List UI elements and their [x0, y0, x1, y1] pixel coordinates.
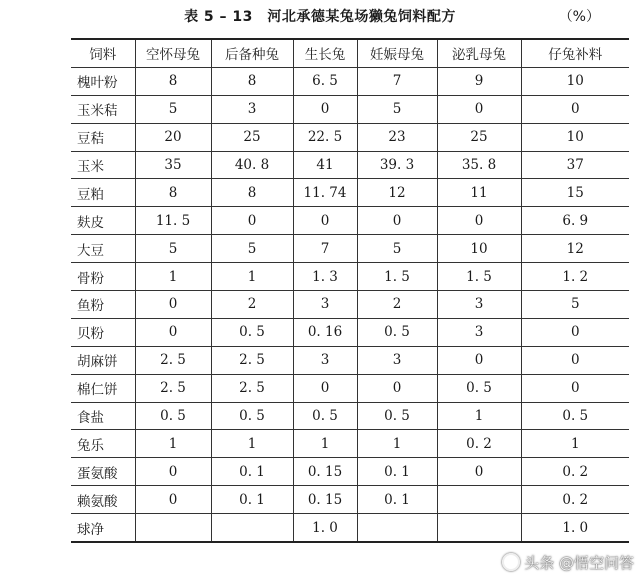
- feed-formula-table: [71, 38, 629, 543]
- value-cell: [437, 486, 521, 514]
- value-cell: 40. 8: [211, 151, 293, 179]
- value-cell: 0: [437, 95, 521, 123]
- feed-name-cell: 球净: [71, 514, 135, 542]
- value-cell: 0: [521, 346, 629, 374]
- value-cell: 20: [135, 123, 211, 151]
- value-cell: [211, 514, 293, 542]
- table-row: [71, 179, 629, 207]
- table-row: [71, 346, 629, 374]
- value-cell: 39. 3: [357, 151, 437, 179]
- table-title: 表 5 – 13 河北承德某兔场獭兔饲料配方: [184, 9, 456, 25]
- value-cell: 0: [293, 207, 357, 235]
- toutiao-logo-icon: [502, 553, 520, 571]
- value-cell: 0: [437, 346, 521, 374]
- value-cell: 10: [521, 123, 629, 151]
- feed-name-cell: 麸皮: [71, 207, 135, 235]
- value-cell: 0. 1: [357, 486, 437, 514]
- value-cell: 23: [357, 123, 437, 151]
- value-cell: 0. 5: [211, 318, 293, 346]
- value-cell: 1: [211, 263, 293, 291]
- value-cell: 8: [211, 179, 293, 207]
- value-cell: 35. 8: [437, 151, 521, 179]
- table-row: [71, 291, 629, 319]
- value-cell: 0. 15: [293, 458, 357, 486]
- column-header: 空怀母兔: [135, 39, 211, 67]
- value-cell: 0. 5: [211, 402, 293, 430]
- value-cell: 0: [357, 207, 437, 235]
- value-cell: 3: [293, 291, 357, 319]
- value-cell: 5: [357, 95, 437, 123]
- table-row: [71, 430, 629, 458]
- value-cell: 5: [521, 291, 629, 319]
- value-cell: 0. 5: [521, 402, 629, 430]
- feed-name-cell: 赖氨酸: [71, 486, 135, 514]
- feed-name-cell: 玉米秸: [71, 95, 135, 123]
- value-cell: 25: [437, 123, 521, 151]
- table-body: [71, 67, 629, 542]
- value-cell: 5: [211, 235, 293, 263]
- value-cell: 0: [357, 374, 437, 402]
- value-cell: 0: [135, 458, 211, 486]
- value-cell: 0: [293, 95, 357, 123]
- table-row: [71, 374, 629, 402]
- value-cell: 11: [437, 179, 521, 207]
- value-cell: 2. 5: [135, 374, 211, 402]
- value-cell: 10: [521, 67, 629, 95]
- value-cell: 0. 2: [437, 430, 521, 458]
- value-cell: 8: [135, 179, 211, 207]
- value-cell: [357, 514, 437, 542]
- value-cell: 10: [437, 235, 521, 263]
- value-cell: 8: [211, 67, 293, 95]
- value-cell: 3: [437, 318, 521, 346]
- value-cell: 3: [437, 291, 521, 319]
- table-row: [71, 514, 629, 542]
- value-cell: 0. 1: [211, 486, 293, 514]
- value-cell: 11. 5: [135, 207, 211, 235]
- value-cell: 6. 5: [293, 67, 357, 95]
- value-cell: 7: [293, 235, 357, 263]
- value-cell: 0. 5: [437, 374, 521, 402]
- table-row: [71, 95, 629, 123]
- value-cell: 35: [135, 151, 211, 179]
- value-cell: 12: [357, 179, 437, 207]
- value-cell: 1. 5: [357, 263, 437, 291]
- value-cell: 1. 2: [521, 263, 629, 291]
- value-cell: 0: [293, 374, 357, 402]
- table-row: [71, 263, 629, 291]
- value-cell: 2. 5: [211, 346, 293, 374]
- table-row: [71, 151, 629, 179]
- value-cell: 0: [521, 318, 629, 346]
- table-caption: [0, 6, 640, 28]
- value-cell: 0. 15: [293, 486, 357, 514]
- value-cell: 2: [211, 291, 293, 319]
- table-row: [71, 318, 629, 346]
- value-cell: 9: [437, 67, 521, 95]
- feed-name-cell: 蛋氨酸: [71, 458, 135, 486]
- value-cell: 22. 5: [293, 123, 357, 151]
- value-cell: 0. 2: [521, 458, 629, 486]
- value-cell: 0: [135, 291, 211, 319]
- value-cell: 0. 1: [357, 458, 437, 486]
- feed-name-cell: 豆粕: [71, 179, 135, 207]
- value-cell: 25: [211, 123, 293, 151]
- value-cell: 1: [437, 402, 521, 430]
- feed-name-cell: 豆秸: [71, 123, 135, 151]
- table-row: [71, 458, 629, 486]
- value-cell: 3: [211, 95, 293, 123]
- value-cell: 5: [135, 95, 211, 123]
- value-cell: 0. 5: [293, 402, 357, 430]
- value-cell: 0. 16: [293, 318, 357, 346]
- table-unit: （%）: [558, 9, 600, 25]
- value-cell: 0: [135, 318, 211, 346]
- table-row: [71, 67, 629, 95]
- value-cell: 1. 3: [293, 263, 357, 291]
- feed-name-cell: 食盐: [71, 402, 135, 430]
- value-cell: 0: [135, 486, 211, 514]
- table-row: [71, 235, 629, 263]
- column-header: 饲料: [71, 39, 135, 67]
- value-cell: 0: [211, 207, 293, 235]
- value-cell: 0: [437, 458, 521, 486]
- table-row: [71, 123, 629, 151]
- value-cell: 1: [135, 430, 211, 458]
- value-cell: 0: [521, 374, 629, 402]
- watermark-text: 头条 @悟空问答: [524, 553, 634, 572]
- table-row: [71, 207, 629, 235]
- table-row: [71, 402, 629, 430]
- feed-name-cell: 胡麻饼: [71, 346, 135, 374]
- value-cell: 0. 5: [357, 318, 437, 346]
- value-cell: 0. 5: [135, 402, 211, 430]
- value-cell: 3: [293, 346, 357, 374]
- value-cell: 2: [357, 291, 437, 319]
- value-cell: 1: [211, 430, 293, 458]
- value-cell: 1. 5: [437, 263, 521, 291]
- value-cell: 12: [521, 235, 629, 263]
- feed-name-cell: 玉米: [71, 151, 135, 179]
- value-cell: 0: [437, 207, 521, 235]
- value-cell: 0: [521, 95, 629, 123]
- feed-name-cell: 骨粉: [71, 263, 135, 291]
- value-cell: 1. 0: [521, 514, 629, 542]
- value-cell: 3: [357, 346, 437, 374]
- table-row: [71, 486, 629, 514]
- column-header: 后备种兔: [211, 39, 293, 67]
- value-cell: 7: [357, 67, 437, 95]
- value-cell: 0. 2: [521, 486, 629, 514]
- formula-table-wrap: [71, 38, 629, 543]
- column-header: 泌乳母兔: [437, 39, 521, 67]
- value-cell: 37: [521, 151, 629, 179]
- value-cell: 1: [135, 263, 211, 291]
- feed-name-cell: 大豆: [71, 235, 135, 263]
- feed-name-cell: 兔乐: [71, 430, 135, 458]
- feed-name-cell: 棉仁饼: [71, 374, 135, 402]
- value-cell: 8: [135, 67, 211, 95]
- value-cell: 2. 5: [135, 346, 211, 374]
- value-cell: 1: [521, 430, 629, 458]
- value-cell: 1: [293, 430, 357, 458]
- value-cell: 0. 5: [357, 402, 437, 430]
- table-header-row: [71, 39, 629, 67]
- value-cell: [135, 514, 211, 542]
- value-cell: 11. 74: [293, 179, 357, 207]
- value-cell: 41: [293, 151, 357, 179]
- watermark: [502, 551, 634, 573]
- feed-name-cell: 贝粉: [71, 318, 135, 346]
- feed-name-cell: 鱼粉: [71, 291, 135, 319]
- value-cell: 2. 5: [211, 374, 293, 402]
- value-cell: 15: [521, 179, 629, 207]
- feed-name-cell: 槐叶粉: [71, 67, 135, 95]
- value-cell: 5: [357, 235, 437, 263]
- value-cell: 6. 9: [521, 207, 629, 235]
- value-cell: 0. 1: [211, 458, 293, 486]
- column-header: 生长兔: [293, 39, 357, 67]
- value-cell: 1: [357, 430, 437, 458]
- value-cell: [437, 514, 521, 542]
- value-cell: 5: [135, 235, 211, 263]
- column-header: 妊娠母兔: [357, 39, 437, 67]
- value-cell: 1. 0: [293, 514, 357, 542]
- column-header: 仔兔补料: [521, 39, 629, 67]
